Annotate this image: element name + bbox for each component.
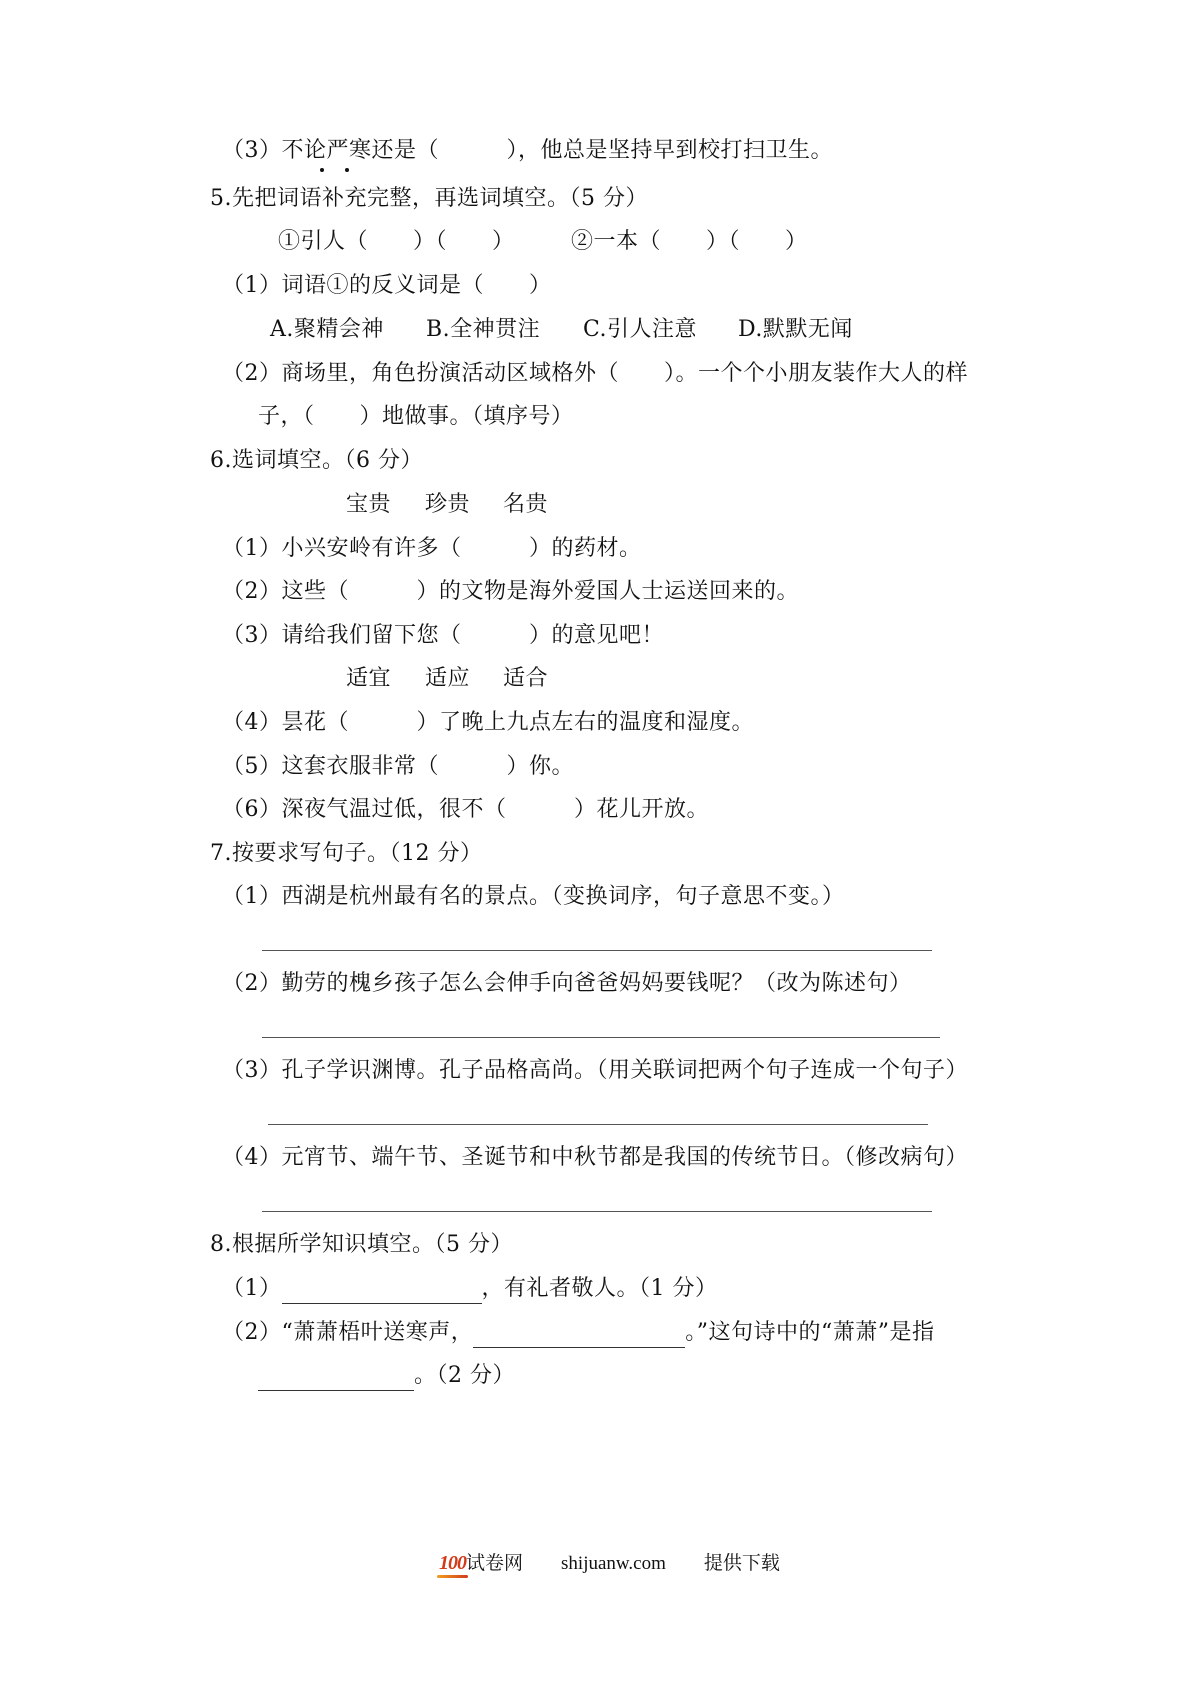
q6-word-choice: 珍贵 xyxy=(425,492,471,517)
fill-blank[interactable] xyxy=(282,1281,482,1304)
q5-option-a: A.聚精会神 xyxy=(270,317,384,342)
q5-option-d: D.默默无闻 xyxy=(738,317,853,342)
q6-item2: （2）这些（ ）的文物是海外爱国人士运送回来的。 xyxy=(222,579,799,604)
site-logo: 100 xyxy=(439,1550,466,1576)
q6-item6: （6）深夜气温过低，很不（ ）花儿开放。 xyxy=(222,797,709,822)
q6-word-choice: 适应 xyxy=(425,666,471,691)
fill-blank[interactable] xyxy=(473,1325,685,1348)
q4-item3: （3）不论严寒还是（ ），他总是坚持早到校打扫卫生。 xyxy=(222,138,833,163)
emphasis-dot xyxy=(320,168,324,172)
q5-words: ①引人（ ）（ ） ②一本（ ）（ ） xyxy=(278,229,808,254)
q6-item4: （4）昙花（ ）了晚上九点左右的温度和湿度。 xyxy=(222,710,754,735)
q7-item2: （2）勤劳的槐乡孩子怎么会伸手向爸爸妈妈要钱呢？（改为陈述句） xyxy=(222,971,912,996)
q7-item4: （4）元宵节、端午节、圣诞节和中秋节都是我国的传统节日。（修改病句） xyxy=(222,1145,968,1170)
q8-item1-suffix: ，有礼者敬人。（1 分） xyxy=(481,1276,718,1301)
q6-word-choice: 名贵 xyxy=(503,492,549,517)
q5-item2-line2: 子，（ ）地做事。（填序号） xyxy=(258,404,574,429)
site-url[interactable]: shijuanw.com xyxy=(561,1553,666,1574)
q5-item1: （1）词语①的反义词是（ ） xyxy=(222,273,552,298)
q6-word-choice: 适合 xyxy=(503,666,549,691)
q7-title: 7.按要求写句子。（12 分） xyxy=(210,841,483,866)
emphasis-dot xyxy=(345,168,349,172)
q6-word-choice: 适宜 xyxy=(346,666,392,691)
q8-item2-continued xyxy=(258,1361,515,1391)
q5-option-c: C.引人注意 xyxy=(583,317,698,342)
q5-title: 5.先把词语补充完整，再选词填空。（5 分） xyxy=(210,186,648,211)
q6-item5: （5）这套衣服非常（ ）你。 xyxy=(222,754,574,779)
q8-item1-prefix: （1） xyxy=(222,1276,282,1301)
footer xyxy=(420,1524,780,1603)
answer-line[interactable] xyxy=(262,1211,932,1212)
answer-line[interactable] xyxy=(262,1037,940,1038)
q6-word-choice: 宝贵 xyxy=(346,492,392,517)
answer-line[interactable] xyxy=(268,1124,928,1125)
answer-line[interactable] xyxy=(262,950,932,951)
q8-item2 xyxy=(222,1318,935,1348)
provide-download: 提供下载 xyxy=(703,1553,780,1574)
q7-item1: （1）西湖是杭州最有名的景点。（变换词序，句子意思不变。） xyxy=(222,884,845,909)
q6-item1: （1）小兴安岭有许多（ ）的药材。 xyxy=(222,536,642,561)
q8-item1 xyxy=(222,1274,718,1304)
q8-item2-prefix: （2）“萧萧梧叶送寒声， xyxy=(222,1320,474,1345)
q8-title: 8.根据所学知识填空。（5 分） xyxy=(210,1232,513,1257)
q6-title: 6.选词填空。（6 分） xyxy=(210,448,423,473)
q5-option-b: B.全神贯注 xyxy=(426,317,541,342)
q5-item2-line1: （2）商场里，角色扮演活动区域格外（ ）。一个个小朋友装作大人的样 xyxy=(222,361,968,386)
fill-blank[interactable] xyxy=(258,1368,414,1391)
logo-text: 试卷网 xyxy=(466,1553,524,1574)
q7-item3: （3）孔子学识渊博。孔子品格高尚。（用关联词把两个句子连成一个句子） xyxy=(222,1058,968,1083)
q8-item2-suffix: 。”这句诗中的“萧萧”是指 xyxy=(685,1320,935,1345)
q8-item2-tail: 。（2 分） xyxy=(414,1363,515,1388)
q6-item3: （3）请给我们留下您（ ）的意见吧！ xyxy=(222,623,664,648)
